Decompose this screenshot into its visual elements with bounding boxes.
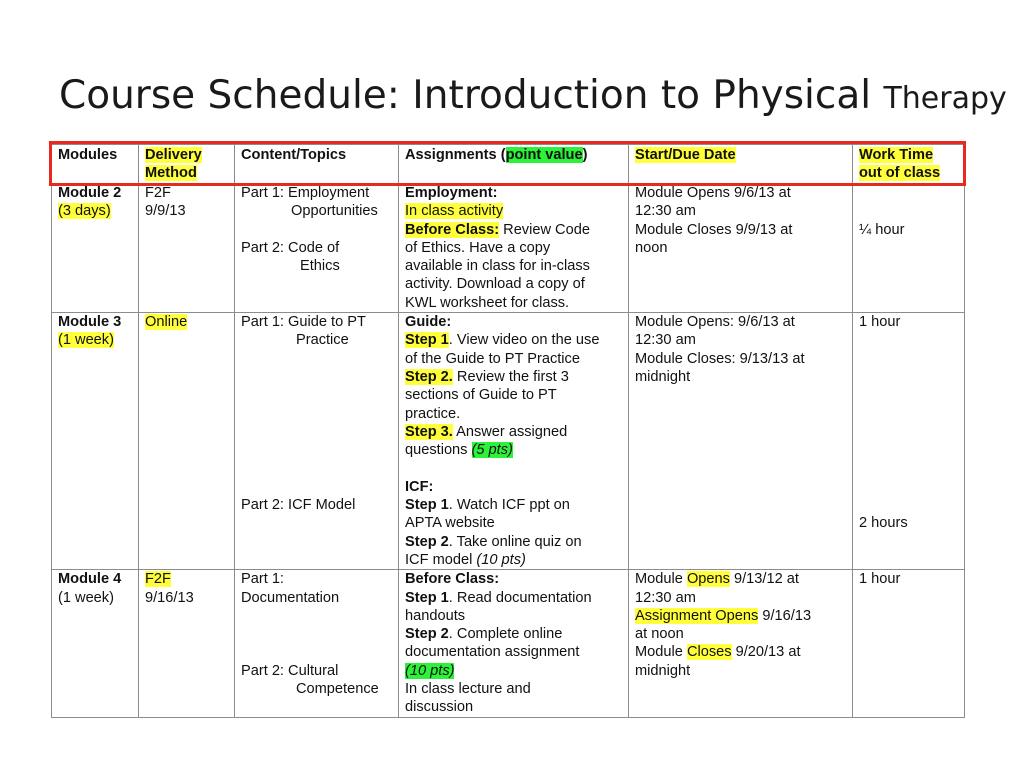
header-content-topics: Content/Topics [235, 145, 399, 184]
title-tail: Therapy [883, 81, 1007, 116]
module-cell: Module 3 (1 week) [52, 313, 139, 570]
content-cell: Part 1: Employment Opportunities Part 2: Code of Ethics [235, 184, 399, 313]
assignment-cell: Before Class: Step 1. Read documentation handouts Step 2. Complete online documentation assignment (10 pts) In class lecture and discussion [399, 570, 629, 717]
table-row [52, 570, 965, 717]
work-time-cell: 1 hour 2 hours [853, 313, 965, 570]
header-start-due-date: Start/Due Date [629, 145, 853, 184]
table-row [52, 184, 965, 313]
delivery-cell: F2F 9/9/13 [139, 184, 235, 313]
table-row [52, 313, 965, 570]
title-main: Course Schedule: Introduction to Physical [59, 73, 884, 118]
header-delivery-method: Delivery Method [139, 145, 235, 184]
work-time-cell: 1 hour [853, 570, 965, 717]
header-work-time: Work Time out of class [853, 145, 965, 184]
delivery-cell: Online [139, 313, 235, 570]
header-modules: Modules [52, 145, 139, 184]
delivery-cell: F2F 9/16/13 [139, 570, 235, 717]
table-header-row [52, 145, 965, 184]
header-assignments: Assignments (point value) [399, 145, 629, 184]
content-cell: Part 1: Documentation Part 2: Cultural Competence [235, 570, 399, 717]
assignment-cell: Guide: Step 1. View video on the use of the Guide to PT Practice Step 2. Review the first 3 sections of Guide to PT practice. Step 3. Answer assigned questions (5 pts) ICF: Step 1. Watch ICF ppt on APTA website Step 2. Take online quiz on ICF model (10 pts) [399, 313, 629, 570]
date-cell: Module Opens: 9/6/13 at 12:30 am Module Closes: 9/13/13 at midnight [629, 313, 853, 570]
content-cell: Part 1: Guide to PT Practice Part 2: ICF Model [235, 313, 399, 570]
date-cell: Module Opens 9/6/13 at 12:30 am Module Closes 9/9/13 at noon [629, 184, 853, 313]
assignment-cell: Employment: In class activity Before Class: Review Code of Ethics. Have a copy available in class for in-class activity. Download a copy of KWL worksheet for class. [399, 184, 629, 313]
page-title [59, 68, 1007, 128]
course-schedule-table [51, 144, 965, 718]
module-cell: Module 4 (1 week) [52, 570, 139, 717]
work-time-cell: ¼ hour [853, 184, 965, 313]
module-cell: Module 2 (3 days) [52, 184, 139, 313]
date-cell: Module Opens 9/13/12 at 12:30 am Assignment Opens 9/16/13 at noon Module Closes 9/20/13 at midnight [629, 570, 853, 717]
